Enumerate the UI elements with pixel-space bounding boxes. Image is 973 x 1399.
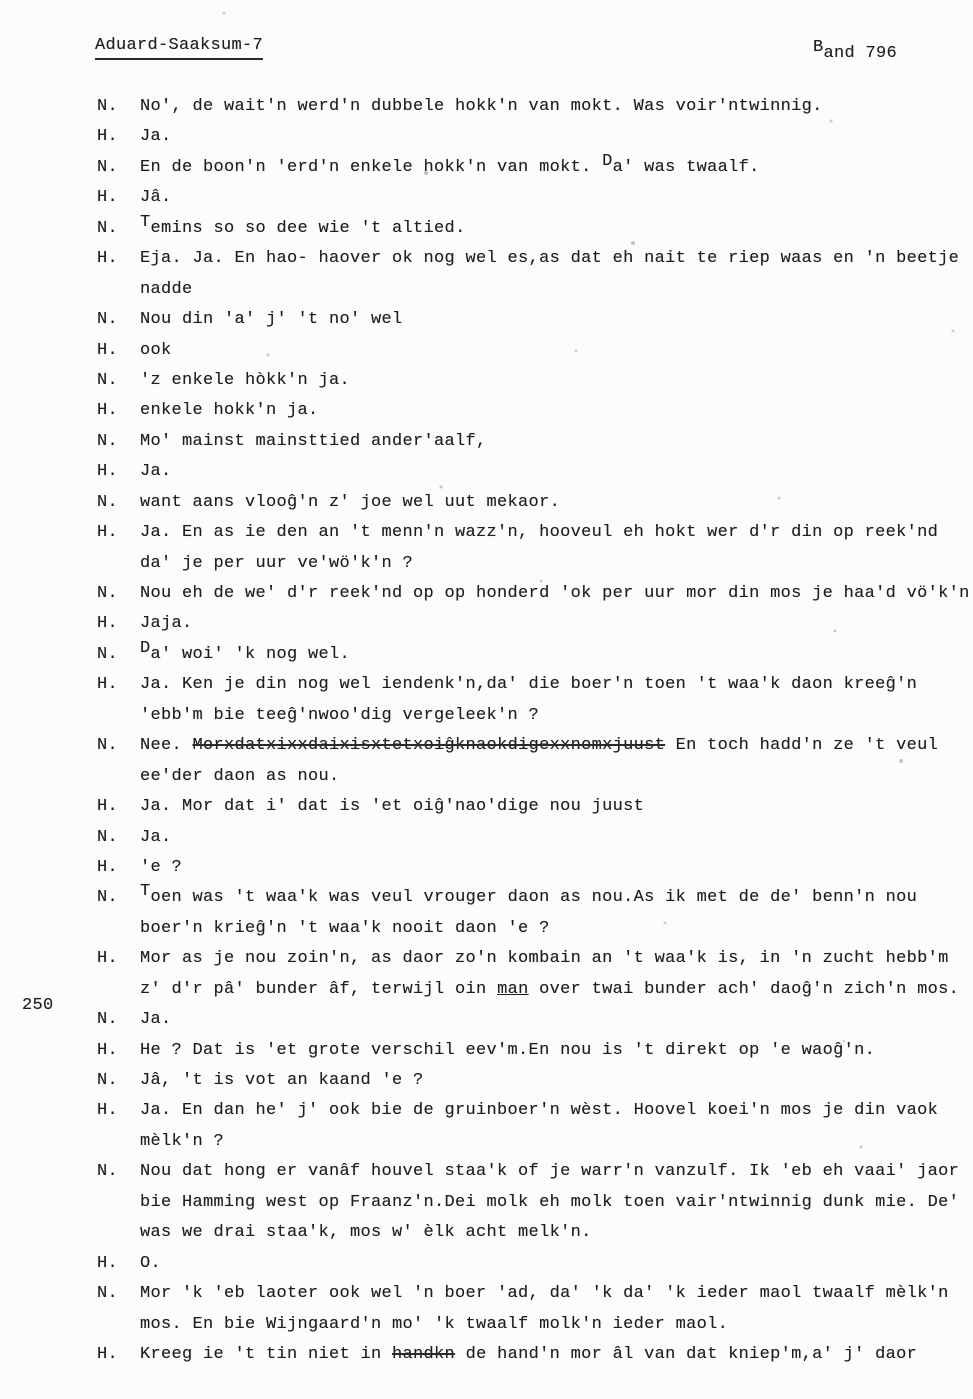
speaker-label: N.	[97, 310, 119, 330]
dialogue-line	[97, 609, 973, 639]
dialogue-text	[140, 701, 539, 731]
text-segment: Nou dat hong er vanâf houvel staa'k of je warr'n vanzulf. Ik 'eb eh vaai' jaor	[140, 1162, 960, 1182]
text-segment: ook	[140, 340, 172, 360]
dialogue-line	[97, 731, 973, 761]
dialogue-turn	[97, 640, 973, 670]
speaker-label: N.	[97, 370, 119, 390]
dialogue-turn	[97, 731, 973, 792]
text-segment: Ja. Mor dat i' dat is 'et oiĝ'nao'dige nou juust	[140, 797, 645, 817]
text-segment: He ? Dat is 'et grote verschil eev'm.En nou is 't direkt op 'e waoĝ'n.	[140, 1040, 876, 1060]
speaker-label: N.	[97, 431, 119, 451]
text-segment: D	[140, 638, 151, 658]
dialogue-line	[97, 1188, 973, 1218]
dialogue-line	[97, 762, 973, 792]
speaker-label: H.	[97, 1101, 119, 1121]
dialogue-turn	[97, 944, 973, 1005]
struck-text: Morxdatxixxdaixisxtetxoiĝknaokdigexxnomxjuust	[192, 736, 666, 756]
dialogue-line	[97, 1157, 973, 1187]
dialogue-line	[97, 183, 973, 213]
speaker-label: N.	[97, 218, 119, 238]
dialogue-text	[140, 518, 938, 548]
dialogue-turn	[97, 579, 973, 609]
speaker-label: N.	[97, 888, 119, 908]
dialogue-turn	[97, 366, 973, 396]
text-segment: Eja. Ja. En hao- haover ok nog wel es,as dat eh nait te riep waas en 'n beetje	[140, 249, 960, 269]
text-segment: Jaja.	[140, 614, 193, 634]
text-segment: mèlk'n ?	[140, 1131, 225, 1151]
speaker-label: H.	[97, 614, 119, 634]
dialogue-line	[97, 1096, 973, 1126]
dialogue-line	[97, 792, 973, 822]
struck-text: handkn	[392, 1344, 456, 1364]
speaker-label: N.	[97, 492, 119, 512]
dialogue-text	[140, 92, 823, 122]
speaker-label	[97, 762, 140, 792]
dialogue-line	[97, 214, 973, 244]
dialogue-turn	[97, 488, 973, 518]
text-segment: Mo' mainst mainsttied ander'aalf,	[140, 431, 487, 451]
text-segment: Ja.	[140, 127, 172, 147]
dialogue-text	[140, 336, 172, 366]
text-segment: da' je per uur ve'wö'k'n ?	[140, 553, 414, 573]
dialogue-text	[140, 914, 550, 944]
text-segment: nadde	[140, 279, 193, 299]
text-segment: O.	[140, 1253, 162, 1273]
speaker-label	[97, 1188, 140, 1218]
dialogue-text	[140, 975, 959, 1005]
text-segment: 'ebb'm bie teeĝ'nwoo'dig vergeleek'n ?	[140, 705, 540, 725]
speaker-label	[97, 975, 140, 1005]
dialogue-text	[140, 823, 172, 853]
dialogue-line	[97, 823, 973, 853]
dialogue-text	[140, 366, 350, 396]
speaker-label: N.	[97, 1162, 119, 1182]
dialogue-text	[140, 731, 938, 761]
dialogue-text	[140, 944, 949, 974]
speaker-label: N.	[97, 736, 119, 756]
dialogue-turn	[97, 1066, 973, 1096]
text-segment: Nee.	[140, 736, 193, 756]
text-segment: Kreeg ie 't tin niet in	[140, 1344, 393, 1364]
dialogue-text	[140, 792, 644, 822]
dialogue-turn	[97, 823, 973, 853]
dialogue-text	[140, 244, 959, 274]
speaker-label: H.	[97, 188, 119, 208]
margin-number: 250	[22, 996, 54, 1015]
dialogue-line	[97, 92, 973, 122]
dialogue-turn	[97, 244, 973, 305]
speaker-label: N.	[97, 1071, 119, 1090]
dialogue-turn	[97, 427, 973, 457]
text-segment: ee'der daon as nou.	[140, 766, 340, 786]
dialogue-turn	[97, 1157, 973, 1248]
text-segment: a' was twaalf.	[612, 157, 760, 177]
text-segment: Nou eh de we' d'r reek'nd op op honderd 'ok per uur mor din mos je haa'd vö'k'n	[140, 584, 970, 603]
dialogue-turn	[97, 1279, 973, 1340]
text-segment: 'e ?	[140, 857, 183, 877]
text-segment: bie Hamming west op Fraanz'n.Dei molk eh molk toen vair'ntwinnig dunk mie. De'	[140, 1192, 960, 1212]
dialogue-line	[97, 670, 973, 700]
text-segment: Ja. En as ie den an 't menn'n wazz'n, hooveul eh hokt wer d'r din op reek'nd	[140, 523, 939, 543]
speaker-label: N.	[97, 644, 119, 664]
text-segment: En de boon'n 'erd'n enkele hokk'n van mokt.	[140, 157, 603, 177]
dialogue-text	[140, 1127, 224, 1157]
dialogue-text	[140, 1157, 959, 1187]
dialogue-text	[140, 762, 340, 792]
paper-specks	[0, 0, 2, 2]
speaker-label: H.	[97, 462, 119, 482]
dialogue-turn	[97, 670, 973, 731]
dialogue-turn	[97, 305, 973, 335]
text-segment: No', de wait'n werd'n dubbele hokk'n van mokt. Was voir'ntwinnig.	[140, 97, 823, 116]
band-label-initial: B	[813, 38, 824, 57]
dialogue-line	[97, 1036, 973, 1066]
speaker-label: H.	[97, 127, 119, 147]
dialogue-text	[140, 488, 560, 518]
text-segment: Ja.	[140, 1010, 172, 1030]
dialogue-line	[97, 488, 973, 518]
text-segment: Mor as je nou zoin'n, as daor zo'n kombain an 't waa'k is, in 'n zucht hebb'm	[140, 949, 949, 969]
dialogue-line	[97, 579, 973, 609]
dialogue-text	[140, 670, 917, 700]
text-segment: oen was 't waa'k was veul vrouger daon as nou.As ik met de de' benn'n nou	[150, 888, 918, 908]
dialogue-turn	[97, 853, 973, 883]
page-title: Aduard-Saaksum-7	[95, 36, 263, 60]
dialogue-turn	[97, 1249, 973, 1279]
speaker-label	[97, 1218, 140, 1248]
band-label-rest: and 796	[823, 44, 898, 63]
dialogue-text	[140, 1005, 172, 1035]
dialogue-text	[140, 396, 319, 426]
dialogue-line	[97, 1340, 973, 1370]
speaker-label: N.	[97, 584, 119, 603]
text-segment: Mor 'k 'eb laoter ook wel 'n boer 'ad, da' 'k da' 'k ieder maol twaalf mèlk'n	[140, 1284, 949, 1304]
speaker-label: H.	[97, 249, 119, 269]
dialogue-text	[140, 1310, 728, 1340]
dialogue-text	[140, 427, 487, 457]
speaker-label: H.	[97, 340, 119, 360]
speaker-label	[97, 1310, 140, 1340]
speaker-label	[97, 549, 140, 579]
dialogue-turn	[97, 1096, 973, 1157]
dialogue-line	[97, 975, 973, 1005]
text-segment: Jâ.	[140, 188, 172, 208]
dialogue-text	[140, 549, 413, 579]
dialogue-line	[97, 1249, 973, 1279]
dialogue-turn	[97, 518, 973, 579]
text-segment: En toch hadd'n ze 't veul	[665, 736, 939, 756]
speaker-label: H.	[97, 523, 119, 543]
dialogue-line	[97, 153, 973, 183]
dialogue	[97, 92, 973, 1370]
text-segment: D	[602, 151, 613, 171]
dialogue-turn	[97, 883, 973, 944]
speaker-label: N.	[97, 97, 119, 116]
text-segment: a' woi' 'k nog wel.	[150, 644, 351, 664]
text-segment: Nou din 'a' j' 't no' wel	[140, 310, 403, 330]
dialogue-turn	[97, 792, 973, 822]
dialogue-line	[97, 640, 973, 670]
dialogue-turn	[97, 609, 973, 639]
dialogue-text	[140, 579, 970, 609]
dialogue-turn	[97, 396, 973, 426]
text-segment: man	[497, 979, 529, 999]
speaker-label: N.	[97, 1284, 119, 1304]
dialogue-text	[140, 214, 466, 244]
dialogue-line	[97, 883, 973, 913]
speaker-label	[97, 914, 140, 944]
text-segment: T	[140, 882, 151, 902]
text-segment: Ja.	[140, 462, 172, 482]
speaker-label	[97, 275, 140, 305]
text-segment: de hand'n mor âl van dat kniep'm,a' j' daor	[455, 1344, 918, 1364]
text-segment: Ja.	[140, 827, 172, 847]
dialogue-turn	[97, 1005, 973, 1035]
dialogue-line	[97, 122, 973, 152]
dialogue-line	[97, 1127, 973, 1157]
dialogue-text	[140, 883, 917, 913]
speaker-label: H.	[97, 797, 119, 817]
dialogue-line	[97, 701, 973, 731]
dialogue-turn	[97, 1340, 973, 1370]
dialogue-turn	[97, 153, 973, 183]
dialogue-turn	[97, 457, 973, 487]
text-segment: Jâ, 't is vot an kaand 'e ?	[140, 1071, 424, 1090]
speaker-label: H.	[97, 1253, 119, 1273]
dialogue-text	[140, 1218, 592, 1248]
dialogue-line	[97, 275, 973, 305]
text-segment: z' d'r pâ' bunder âf, terwijl oin	[140, 979, 498, 999]
dialogue-line	[97, 1310, 973, 1340]
dialogue-line	[97, 518, 973, 548]
text-segment: T	[140, 212, 151, 232]
dialogue-line	[97, 914, 973, 944]
speaker-label	[97, 1127, 140, 1157]
text-segment: was we drai staa'k, mos w' èlk acht melk'n.	[140, 1223, 592, 1243]
dialogue-line	[97, 457, 973, 487]
dialogue-line	[97, 305, 973, 335]
text-segment: Ja. En dan he' j' ook bie de gruinboer'n wèst. Hoovel koei'n mos je din vaok	[140, 1101, 939, 1121]
dialogue-text	[140, 640, 350, 670]
dialogue-text	[140, 457, 172, 487]
speaker-label: H.	[97, 949, 119, 969]
dialogue-text	[140, 305, 403, 335]
speaker-label: H.	[97, 1040, 119, 1060]
dialogue-line	[97, 1005, 973, 1035]
text-segment: Ja. Ken je din nog wel iendenk'n,da' die boer'n toen 't waa'k daon kreeĝ'n	[140, 675, 918, 695]
dialogue-line	[97, 366, 973, 396]
text-segment: enkele hokk'n ja.	[140, 401, 319, 421]
text-segment: 'z enkele hòkk'n ja.	[140, 370, 351, 390]
dialogue-turn	[97, 92, 973, 122]
speaker-label: H.	[97, 401, 119, 421]
text-segment: mos. En bie Wijngaard'n mo' 'k twaalf molk'n ieder maol.	[140, 1314, 729, 1334]
text-segment: over twai bunder ach' daoĝ'n zich'n mos.	[528, 979, 960, 999]
dialogue-line	[97, 1218, 973, 1248]
speaker-label: N.	[97, 157, 119, 177]
dialogue-text	[140, 1096, 938, 1126]
dialogue-text	[140, 1188, 959, 1218]
speaker-label: H.	[97, 857, 119, 877]
dialogue-turn	[97, 1036, 973, 1066]
text-segment: emins so so dee wie 't altied.	[150, 218, 466, 238]
dialogue-text	[140, 153, 760, 183]
text-segment: want aans vlooĝ'n z' joe wel uut mekaor.	[140, 492, 561, 512]
dialogue-text	[140, 1066, 424, 1096]
dialogue-line	[97, 427, 973, 457]
dialogue-line	[97, 1279, 973, 1309]
dialogue-line	[97, 396, 973, 426]
dialogue-text	[140, 1279, 949, 1309]
speaker-label: H.	[97, 1344, 119, 1364]
dialogue-text	[140, 1036, 875, 1066]
band-label	[813, 38, 898, 63]
dialogue-line	[97, 336, 973, 366]
dialogue-turn	[97, 122, 973, 152]
dialogue-turn	[97, 336, 973, 366]
dialogue-turn	[97, 214, 973, 244]
speaker-label: N.	[97, 1010, 119, 1030]
speaker-label: N.	[97, 827, 119, 847]
dialogue-turn	[97, 183, 973, 213]
speaker-label: H.	[97, 675, 119, 695]
dialogue-line	[97, 1066, 973, 1096]
dialogue-line	[97, 944, 973, 974]
dialogue-text	[140, 1249, 161, 1279]
dialogue-line	[97, 853, 973, 883]
dialogue-text	[140, 275, 193, 305]
dialogue-line	[97, 549, 973, 579]
dialogue-line	[97, 244, 973, 274]
speaker-label	[97, 701, 140, 731]
dialogue-text	[140, 122, 172, 152]
text-segment: boer'n krieĝ'n 't waa'k nooit daon 'e ?	[140, 918, 550, 938]
dialogue-text	[140, 1340, 917, 1370]
